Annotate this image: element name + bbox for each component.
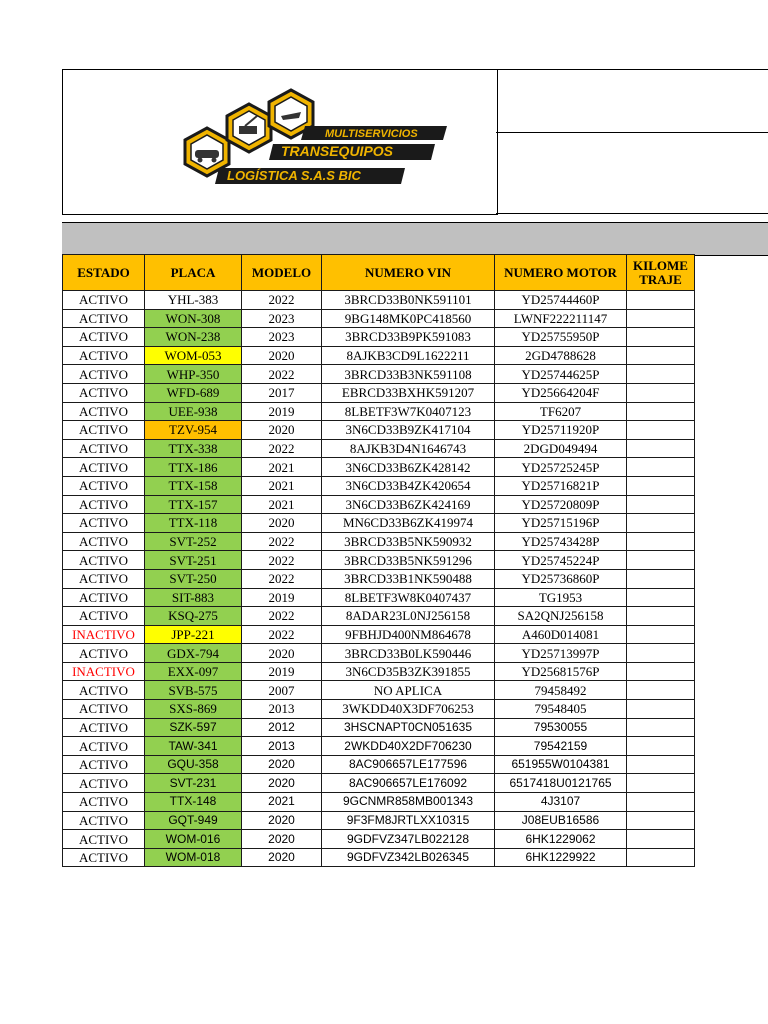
table-row [63,718,695,737]
modelo-cell: 2019 [242,662,322,681]
vin-cell: 3BRCD33B9PK591083 [322,328,495,347]
vin-cell: 3HSCNAPT0CN051635 [322,718,495,737]
estado-cell: ACTIVO [63,551,145,570]
motor-cell: 651955W0104381 [495,755,627,774]
placa-cell: WFD-689 [145,383,242,402]
vin-cell: 8LBETF3W8K0407437 [322,588,495,607]
estado-cell: INACTIVO [63,662,145,681]
estado-cell: ACTIVO [63,383,145,402]
modelo-cell: 2022 [242,439,322,458]
kilometraje-cell [627,644,695,663]
table-row [63,495,695,514]
header-right-top-cell [496,69,768,133]
table-row [63,458,695,477]
table-row [63,328,695,347]
modelo-cell: 2022 [242,291,322,310]
vin-cell: 8AJKB3CD9L1622211 [322,346,495,365]
motor-cell: YD25711920P [495,421,627,440]
vin-cell: EBRCD33BXHK591207 [322,383,495,402]
motor-cell: 4J3107 [495,793,627,812]
kilometraje-cell [627,365,695,384]
column-header-modelo: MODELO [242,255,322,291]
modelo-cell: 2020 [242,346,322,365]
motor-cell: A460D014081 [495,625,627,644]
estado-cell: ACTIVO [63,495,145,514]
estado-cell: ACTIVO [63,848,145,867]
estado-cell: ACTIVO [63,402,145,421]
table-row [63,402,695,421]
table-row [63,588,695,607]
placa-cell: WOM-053 [145,346,242,365]
logo-text: MULTISERVICIOS [325,128,418,140]
table-row [63,681,695,700]
vin-cell: 3WKDD40X3DF706253 [322,700,495,719]
table-row [63,439,695,458]
modelo-cell: 2020 [242,644,322,663]
vin-cell: 3BRCD33B0NK591101 [322,291,495,310]
table-row [63,383,695,402]
modelo-cell: 2012 [242,718,322,737]
placa-cell: GDX-794 [145,644,242,663]
motor-cell: 6HK1229062 [495,830,627,849]
vin-cell: 9GDFVZ347LB022128 [322,830,495,849]
motor-cell: TG1953 [495,588,627,607]
placa-cell: SVB-575 [145,681,242,700]
kilometraje-cell [627,532,695,551]
estado-cell: ACTIVO [63,737,145,756]
placa-cell: TTX-338 [145,439,242,458]
estado-cell: ACTIVO [63,811,145,830]
modelo-cell: 2021 [242,793,322,812]
estado-cell: ACTIVO [63,439,145,458]
kilometraje-cell [627,383,695,402]
motor-cell: YD25744625P [495,365,627,384]
document-header [62,69,768,215]
estado-cell: ACTIVO [63,755,145,774]
modelo-cell: 2017 [242,383,322,402]
modelo-cell: 2020 [242,421,322,440]
motor-cell: YD25715196P [495,514,627,533]
modelo-cell: 2020 [242,755,322,774]
kilometraje-cell [627,495,695,514]
motor-cell: YD25681576P [495,662,627,681]
motor-cell: 79458492 [495,681,627,700]
kilometraje-cell [627,439,695,458]
vin-cell: 8AJKB3D4N1646743 [322,439,495,458]
placa-cell: SVT-250 [145,569,242,588]
kilometraje-cell [627,755,695,774]
placa-cell: GQU-358 [145,755,242,774]
vin-cell: 3BRCD33B0LK590446 [322,644,495,663]
vin-cell: 3N6CD33B4ZK420654 [322,476,495,495]
motor-cell: YD25720809P [495,495,627,514]
kilometraje-cell [627,514,695,533]
vin-cell: 9F3FM8JRTLXX10315 [322,811,495,830]
table-row [63,421,695,440]
modelo-cell: 2022 [242,607,322,626]
kilometraje-cell [627,551,695,570]
placa-cell: SZK-597 [145,718,242,737]
table-row [63,346,695,365]
vin-cell: 8ADAR23L0NJ256158 [322,607,495,626]
table-row [63,755,695,774]
placa-cell: TTX-148 [145,793,242,812]
placa-cell: TTX-158 [145,476,242,495]
motor-cell: YD25664204F [495,383,627,402]
modelo-cell: 2020 [242,830,322,849]
motor-cell: LWNF222211147 [495,309,627,328]
table-row [63,625,695,644]
kilometraje-cell [627,700,695,719]
logo-text: LOGÍSTICA S.A.S BIC [227,168,361,183]
estado-cell: ACTIVO [63,291,145,310]
modelo-cell: 2022 [242,569,322,588]
kilometraje-cell [627,346,695,365]
estado-cell: ACTIVO [63,700,145,719]
logo-text: TRANSEQUIPOS [281,143,394,159]
kilometraje-cell [627,421,695,440]
kilometraje-cell [627,476,695,495]
motor-cell: 79548405 [495,700,627,719]
placa-cell: SVT-231 [145,774,242,793]
estado-cell: ACTIVO [63,532,145,551]
modelo-cell: 2020 [242,811,322,830]
estado-cell: ACTIVO [63,588,145,607]
kilometraje-cell [627,588,695,607]
kilometraje-cell [627,569,695,588]
modelo-cell: 2013 [242,700,322,719]
table-row [63,551,695,570]
modelo-cell: 2022 [242,365,322,384]
vin-cell: MN6CD33B6ZK419974 [322,514,495,533]
column-header-vin: NUMERO VIN [322,255,495,291]
estado-cell: ACTIVO [63,793,145,812]
placa-cell: WON-238 [145,328,242,347]
motor-cell: TF6207 [495,402,627,421]
vin-cell: 3BRCD33B5NK591296 [322,551,495,570]
kilometraje-cell [627,830,695,849]
placa-cell: WON-308 [145,309,242,328]
motor-cell: 79542159 [495,737,627,756]
vin-cell: NO APLICA [322,681,495,700]
table-row [63,737,695,756]
modelo-cell: 2013 [242,737,322,756]
estado-cell: ACTIVO [63,328,145,347]
estado-cell: ACTIVO [63,607,145,626]
motor-cell: J08EUB16586 [495,811,627,830]
motor-cell: YD25713997P [495,644,627,663]
estado-cell: ACTIVO [63,458,145,477]
placa-cell: JPP-221 [145,625,242,644]
motor-cell: 2GD4788628 [495,346,627,365]
placa-cell: EXX-097 [145,662,242,681]
motor-cell: YD25745224P [495,551,627,570]
placa-cell: SVT-252 [145,532,242,551]
motor-cell: YD25744460P [495,291,627,310]
table-row [63,774,695,793]
placa-cell: WHP-350 [145,365,242,384]
estado-cell: ACTIVO [63,514,145,533]
vin-cell: 3BRCD33B5NK590932 [322,532,495,551]
table-row [63,662,695,681]
kilometraje-cell [627,681,695,700]
title-band [62,222,768,256]
table-row [63,811,695,830]
estado-cell: INACTIVO [63,625,145,644]
vin-cell: 3N6CD33B6ZK424169 [322,495,495,514]
placa-cell: WOM-018 [145,848,242,867]
motor-cell: YD25725245P [495,458,627,477]
vin-cell: 9GCNMR858MB001343 [322,793,495,812]
motor-cell: 6HK1229922 [495,848,627,867]
vin-cell: 3BRCD33B1NK590488 [322,569,495,588]
table-row [63,793,695,812]
kilometraje-cell [627,718,695,737]
column-header-motor: NUMERO MOTOR [495,255,627,291]
modelo-cell: 2022 [242,551,322,570]
kilometraje-cell [627,737,695,756]
table-row [63,848,695,867]
column-header-estado: ESTADO [63,255,145,291]
placa-cell: TZV-954 [145,421,242,440]
modelo-cell: 2023 [242,328,322,347]
kilometraje-cell [627,458,695,477]
estado-cell: ACTIVO [63,365,145,384]
motor-cell: SA2QNJ256158 [495,607,627,626]
placa-cell: WOM-016 [145,830,242,849]
placa-cell: TTX-186 [145,458,242,477]
motor-cell: YD25743428P [495,532,627,551]
kilometraje-cell [627,793,695,812]
kilometraje-cell [627,328,695,347]
table-row [63,644,695,663]
vin-cell: 3N6CD35B3ZK391855 [322,662,495,681]
table-header-row [63,255,695,291]
modelo-cell: 2007 [242,681,322,700]
company-logo [155,88,455,198]
modelo-cell: 2023 [242,309,322,328]
table-row [63,569,695,588]
vin-cell: 8AC906657LE176092 [322,774,495,793]
modelo-cell: 2021 [242,458,322,477]
vin-cell: 3N6CD33B6ZK428142 [322,458,495,477]
placa-cell: TAW-341 [145,737,242,756]
column-header-placa: PLACA [145,255,242,291]
vin-cell: 9GDFVZ342LB026345 [322,848,495,867]
estado-cell: ACTIVO [63,718,145,737]
estado-cell: ACTIVO [63,774,145,793]
estado-cell: ACTIVO [63,476,145,495]
table-row [63,514,695,533]
modelo-cell: 2020 [242,514,322,533]
vehicle-table [62,254,695,867]
modelo-cell: 2022 [242,532,322,551]
kilometraje-cell [627,625,695,644]
kilometraje-cell [627,402,695,421]
placa-cell: UEE-938 [145,402,242,421]
table-row [63,476,695,495]
vin-cell: 8LBETF3W7K0407123 [322,402,495,421]
modelo-cell: 2020 [242,848,322,867]
vin-cell: 9BG148MK0PC418560 [322,309,495,328]
modelo-cell: 2019 [242,588,322,607]
kilometraje-cell [627,811,695,830]
motor-cell: 6517418U0121765 [495,774,627,793]
estado-cell: ACTIVO [63,644,145,663]
vin-cell: 2WKDD40X2DF706230 [322,737,495,756]
kilometraje-cell [627,291,695,310]
estado-cell: ACTIVO [63,309,145,328]
motor-cell: YD25716821P [495,476,627,495]
kilometraje-cell [627,774,695,793]
header-right-bottom-cell [496,131,768,214]
table-row [63,532,695,551]
modelo-cell: 2022 [242,625,322,644]
placa-cell: SVT-251 [145,551,242,570]
placa-cell: SXS-869 [145,700,242,719]
kilometraje-cell [627,607,695,626]
logo-cell [62,69,498,215]
estado-cell: ACTIVO [63,830,145,849]
estado-cell: ACTIVO [63,569,145,588]
modelo-cell: 2021 [242,476,322,495]
table-body [63,291,695,867]
column-header-kilometraje: KILOME TRAJE [627,255,695,291]
vin-cell: 3BRCD33B3NK591108 [322,365,495,384]
table-row [63,365,695,384]
estado-cell: ACTIVO [63,346,145,365]
table-row [63,291,695,310]
vin-cell: 3N6CD33B9ZK417104 [322,421,495,440]
motor-cell: YD25736860P [495,569,627,588]
motor-cell: 2DGD049494 [495,439,627,458]
estado-cell: ACTIVO [63,681,145,700]
motor-cell: 79530055 [495,718,627,737]
estado-cell: ACTIVO [63,421,145,440]
placa-cell: TTX-157 [145,495,242,514]
placa-cell: KSQ-275 [145,607,242,626]
vin-cell: 9FBHJD400NM864678 [322,625,495,644]
table-row [63,607,695,626]
kilometraje-cell [627,848,695,867]
placa-cell: GQT-949 [145,811,242,830]
motor-cell: YD25755950P [495,328,627,347]
vin-cell: 8AC906657LE177596 [322,755,495,774]
table-row [63,309,695,328]
modelo-cell: 2021 [242,495,322,514]
placa-cell: TTX-118 [145,514,242,533]
table-row [63,700,695,719]
table-row [63,830,695,849]
modelo-cell: 2019 [242,402,322,421]
modelo-cell: 2020 [242,774,322,793]
kilometraje-cell [627,662,695,681]
placa-cell: SIT-883 [145,588,242,607]
kilometraje-cell [627,309,695,328]
placa-cell: YHL-383 [145,291,242,310]
